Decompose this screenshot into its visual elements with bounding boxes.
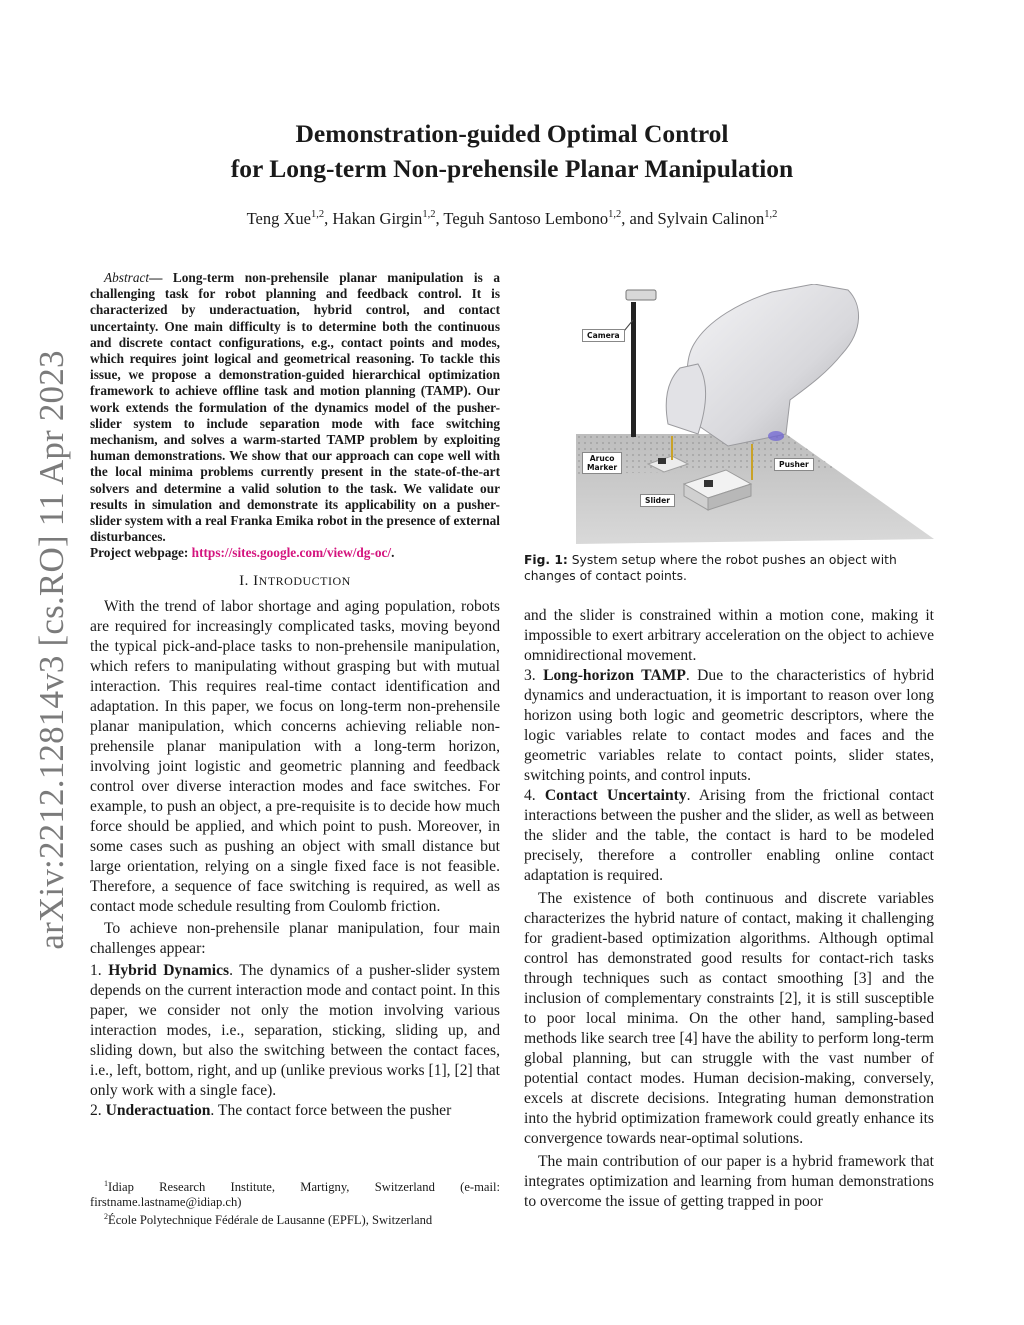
- figure-label-camera: Camera: [582, 329, 625, 342]
- abstract-label: Abstract: [104, 270, 150, 285]
- abstract: [90, 270, 500, 562]
- abstract-text: Long-term non-prehensile planar manipulation is a challenging task for robot planning and feedback control. It is characterized by underactuation, hybrid control, and contact uncertainty. One main difficulty is to determine both the continuous and discrete contact configurations, e.g., contact points and modes, which requires joint logical and geometrical reasoning. To tackle this issue, we propose a demonstration-guided hierarchical optimization framework to achieve offline task and motion planning (TAMP). Our work extends the formulation of the dynamics model of the pusher-slider system to include separation mode with face switching mechanism, and solves a warm-started TAMP problem by exploiting human demonstrations. We show that our approach can cope well with the local minima problems currently present in the state-of-the-art solvers and determine a valid solution to the task. We validate our results in simulation and demonstrate its applicability on a pusher-slider system with a real Franka Emika robot in the presence of external disturbances.: [90, 270, 500, 545]
- challenge-text: . The dynamics of a pusher-slider system depends on the current interaction mode and contact point. In this paper, we consider not only the motion involving various interaction modes, i.e., separation, sticking, sliding up, and sliding down, but also the switching between the contact faces, i.e., left, bottom, right, and up (unlike previous works [1], [2] that only work with a single face).: [90, 961, 501, 1099]
- author-separator: ,: [435, 209, 444, 228]
- author-separator: , and: [621, 209, 658, 228]
- intro-paragraph-2: To achieve non-prehensile planar manipulation, four main challenges appear:: [90, 919, 500, 957]
- challenge-item-1: [90, 961, 500, 1101]
- arxiv-identifier: arXiv:2212.12814v3 [cs.RO] 11 Apr 2023: [32, 350, 71, 950]
- challenge-text: . The contact force between the pusher: [210, 1101, 452, 1119]
- author-separator: ,: [324, 209, 333, 228]
- intro-paragraph-1: With the trend of labor shortage and aging population, robots are required for increasingly complicated tasks, moving beyond the typical pick-and-place tasks to non-prehensile manipulation, which refers to manipulating without grasping but with mutual interaction. This requires real-time contact identification and adaptation. In this paper, we focus on long-term non-prehensile planar manipulation, which concerns achieving reliable non-prehensile planar manipulation with a long-term horizon, involving joint logistic and geometric planning and feedback control over diverse interaction modes and face switches. For example, to push an object, a pre-requisite is to decide how much force should be applied, and which point to push. Moreover, in some cases such as pushing an object with small distance but large orientation, relying on a single fixed face is not feasible. Therefore, a sequence of face switching is required, as well as contact mode schedule resulting from Coulomb friction.: [90, 597, 500, 915]
- figure-caption-text: System setup where the robot pushes an object with changes of contact points.: [524, 553, 897, 583]
- author-affiliation: 1,2: [310, 209, 325, 220]
- footnote-text: Idiap Research Institute, Martigny, Switzerland (e-mail: firstname.lastname@idiap.ch): [90, 1180, 500, 1209]
- paper-title: [0, 116, 1024, 186]
- figure-1-image: [576, 284, 934, 544]
- author-name: Hakan Girgin: [332, 209, 423, 228]
- author-affiliation: 1,2: [422, 209, 436, 220]
- section-heading-introduction: [90, 571, 500, 591]
- aruco-label-line-2: Marker: [587, 463, 618, 472]
- challenge-number: 1.: [90, 961, 109, 979]
- figure-caption-label: Fig. 1:: [524, 553, 568, 567]
- section-title-initial: I: [253, 572, 259, 589]
- challenge-number: 3.: [524, 667, 544, 684]
- aruco-label-line-1: Aruco: [589, 454, 615, 463]
- webpage-label: Project webpage:: [90, 545, 192, 561]
- challenge-title: Underactuation: [105, 1101, 211, 1119]
- footnote-2: [90, 1213, 500, 1228]
- footnotes: [90, 1180, 500, 1228]
- challenge-number: 2.: [90, 1101, 106, 1119]
- right-column: [524, 606, 934, 1214]
- author-affiliation: 1,2: [608, 209, 622, 220]
- challenge-item-3: [524, 666, 934, 786]
- challenge-title: Long-horizon TAMP: [543, 667, 686, 684]
- figure-label-slider: Slider: [640, 494, 675, 507]
- right-paragraph-1: The existence of both continuous and discrete variables characterizes the hybrid nature of contact, making it challenging for gradient-based optimization algorithms. Although optimal control has demonstrated good results for contact-rich tasks through techniques such as contact smoothing [3] and the inclusion of complementary constraints [2], it is still susceptible to poor local minima. On the other hand, sampling-based methods like search tree [4] have the ability to perform long-term global planning, but can struggle with the vast number of potential contact modes. Human decision-making, conversely, excels at discrete decisions. Integrating human demonstration into the hybrid optimization framework could greatly enhance its convergence towards near-optimal solutions.: [524, 890, 934, 1147]
- robot-arm: [666, 284, 858, 446]
- challenge-title: Hybrid Dynamics: [108, 961, 230, 979]
- footnote-mark: 1: [104, 1179, 108, 1188]
- figure-1-caption: [524, 552, 934, 584]
- footnote-mark: 2: [104, 1212, 108, 1221]
- author-name: Teguh Santoso Lembono: [443, 209, 609, 228]
- left-column: [90, 270, 500, 1121]
- title-line-2: for Long-term Non-prehensile Planar Manipulation: [230, 154, 794, 183]
- project-webpage-link[interactable]: https://sites.google.com/view/dg-oc/: [191, 545, 392, 561]
- camera-device: [626, 290, 656, 300]
- challenge-item-4: [524, 786, 934, 886]
- title-line-1: Demonstration-guided Optimal Control: [295, 119, 729, 148]
- webpage-period: .: [391, 545, 395, 561]
- author-name: Sylvain Calinon: [657, 209, 765, 228]
- figure-label-aruco: [582, 452, 622, 474]
- author-affiliation: 1,2: [764, 209, 778, 220]
- section-title-rest: NTRODUCTION: [258, 573, 351, 588]
- abstract-dash: —: [149, 270, 173, 285]
- right-paragraph-2: The main contribution of our paper is a hybrid framework that integrates optimization and learning from human demonstrations to overcome the issue of getting trapped in poor: [524, 1153, 934, 1210]
- author-name: Teng Xue: [246, 209, 311, 228]
- figure-label-pusher: Pusher: [774, 458, 814, 471]
- challenge-text: . Due to the characteristics of hybrid dynamics and underactuation, it is important to reason over long horizon using both logic and geometric descriptors, where the logic variables relate to contact modes and faces and the geometric variables relate to contact points, slider states, switching points, and control inputs.: [524, 667, 935, 784]
- author-list: [0, 209, 1024, 229]
- challenge-item-2: [90, 1101, 500, 1121]
- challenge-number: 4.: [524, 787, 545, 804]
- robot-setup-illustration: [576, 284, 934, 544]
- footnote-text: École Polytechnique Fédérale de Lausanne (EPFL), Switzerland: [108, 1213, 433, 1227]
- challenge-continuation: and the slider is constrained within a motion cone, making it impossible to exert arbitrary acceleration on the object to achieve omnidirectional movement.: [524, 607, 934, 664]
- footnote-1: [90, 1180, 500, 1210]
- challenge-text: . Arising from the frictional contact interactions between the pusher and the slider, as well as between the slider and the table, the contact is hard to be modeled precisely, therefore a controller enabling online contact adaptation is required.: [524, 787, 934, 884]
- challenge-title: Contact Uncertainty: [544, 787, 687, 804]
- section-number: I.: [239, 572, 254, 589]
